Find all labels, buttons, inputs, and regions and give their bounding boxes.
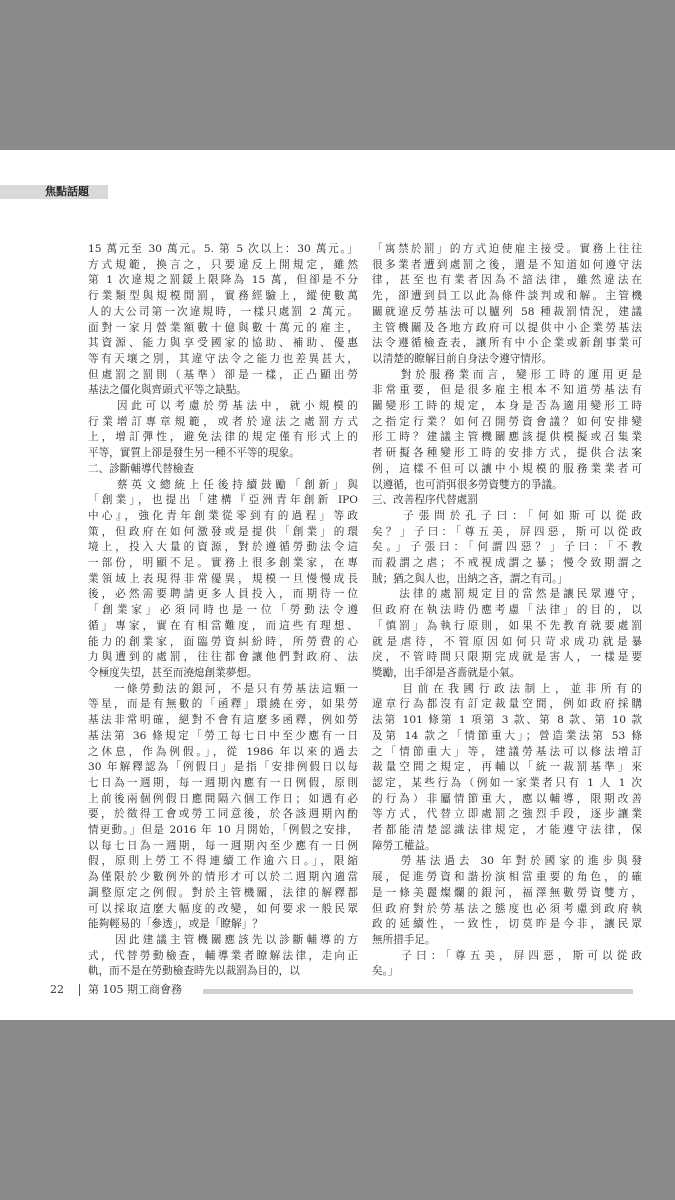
text-line: 方式規範，換言之，只要違反上開規定，雖然 xyxy=(88,258,358,271)
text-line: 而殺謂之虐；不戒視成謂之暴；慢令致期謂之 xyxy=(372,557,642,570)
text-line: 蔡英文總統上任後持續鼓勵「創新」與 xyxy=(88,478,358,491)
text-line: 但政府對於勞基法之態度也必須考慮到政府執 xyxy=(372,902,642,915)
text-line: 第 1 次違規之罰鍰上限降為 15 萬，但卻是不分 xyxy=(88,274,358,287)
text-line: 上，增訂彈性，避免法律的規定僅有形式上的 xyxy=(88,431,358,444)
text-line: 矣。」 xyxy=(372,965,399,978)
text-line: 之指定行業？如何召開勞資會議？如何安排變 xyxy=(372,415,642,428)
text-line: 之「情節重大」等，建議勞基法可以修法增訂 xyxy=(372,745,642,758)
text-line: 基法第 36 條規定「勞工每七日中至少應有一日 xyxy=(88,729,358,742)
footer-bar xyxy=(203,989,633,994)
text-line: 矣？」子曰：「尊五美，屏四惡，斯可以從政 xyxy=(372,525,642,538)
left-column xyxy=(88,242,358,980)
text-line: 裁量空間之規定，再輔以「統一裁罰基準」來 xyxy=(372,761,642,774)
text-line: 形工時？建議主管機關應該提供模擬或召集業 xyxy=(372,431,642,444)
text-line: 以清楚的瞭解目前自身法令遵守情形。 xyxy=(372,352,553,365)
text-line: 無所措手足。 xyxy=(372,933,436,946)
text-line: 人的大公司第一次違規時，一樣只處罰 2 萬元。 xyxy=(88,305,358,318)
text-line: 戾，不管時間只限期完成就是害人，一樣是要 xyxy=(372,651,642,664)
text-line: 等方式，代替立即處罰之強烈手段，逐步讓業 xyxy=(372,808,642,821)
text-line: 認定，某些行為（例如一家業者只有 1 人 1 次 xyxy=(372,776,642,789)
text-line: 七日為一週期，每一週期內應有一日例假，原則 xyxy=(88,776,358,789)
text-line: 關就違反勞基法可以臚列 58 種裁罰情況，建議 xyxy=(372,305,642,318)
text-line: 法第 101 條第 1 項第 3 款、第 8 款、第 10 款 xyxy=(372,714,642,727)
text-line: 30 年解釋認為「例假日」是指「安排例假日以每 xyxy=(88,761,358,774)
text-line: 「創業家」必須同時也是一位「勞動法令遵 xyxy=(88,604,358,617)
text-line: 因此建議主管機關應該先以診斷輔導的方 xyxy=(88,933,358,946)
text-line: 軌，而不是在勞動檢查時先以裁罰為目的，以 xyxy=(88,965,300,978)
text-line: 15 萬元至 30 萬元。5. 第 5 次以上：30 萬元。」 xyxy=(88,243,358,255)
page-number: 22 xyxy=(50,983,64,996)
text-line: 「慎罰」為執行原則，如果不先教育就要處罰 xyxy=(372,619,642,632)
text-line: 令極度失望，甚至而澆熄創業夢想。 xyxy=(88,666,258,679)
text-line: 律，甚至也有業者因為不諳法律，雖然違法在 xyxy=(372,274,642,287)
text-line: 能力的創業家，面臨勞資糾紛時，所勞費的心 xyxy=(88,635,358,648)
text-line: 賊；猶之與人也，出納之吝，謂之有司。」 xyxy=(372,572,568,585)
text-line: 但政府在執法時仍應考慮「法律」的目的，以 xyxy=(372,604,642,617)
text-line: 對於服務業而言，變形工時的運用更是 xyxy=(372,368,642,381)
text-line: 可以採取這麼大幅度的改變，如何要求一般民眾 xyxy=(88,902,358,915)
text-line: 後，必然需要聘請更多人員投入，而期待一位 xyxy=(88,588,358,601)
text-line: 業領域上表現得非常優異，規模一旦慢慢成長 xyxy=(88,572,358,585)
text-line: 以每七日為一週期，每一週期內至少應有一日例 xyxy=(88,839,358,852)
text-line: 主管機關及各地方政府可以提供中小企業勞基法 xyxy=(372,321,642,334)
text-line: 是一條美麗燦爛的銀河，福澤無數勞資雙方， xyxy=(372,886,642,899)
text-line: 中心』，強化青年創業從零到有的過程」等政 xyxy=(88,509,358,522)
text-line: 行業增訂專章規範，或者於違法之處罰方式 xyxy=(88,415,358,428)
text-line: 「寓禁於罰」的方式迫使雇主接受。實務上往往 xyxy=(372,243,642,255)
text-line: 先，卻遭到員工以此為條件談判或和解。主管機 xyxy=(372,290,642,303)
text-line: 之休息，作為例假。」，從 1986 年以來的過去 xyxy=(88,745,358,758)
text-line: 三、改善程序代替處罰 xyxy=(372,494,478,507)
text-line: 勞基法過去 30 年對於國家的進步與發 xyxy=(372,855,642,868)
text-line: 法律的處罰規定目的當然是讓民眾遵守， xyxy=(372,588,642,601)
right-column xyxy=(372,242,642,980)
document-page xyxy=(0,150,675,1020)
text-line: 境上，投入大量的資源，對於遵循勞動法令這 xyxy=(88,541,358,554)
text-line: 及第 14 款之「情節重大」；營造業法第 53 條 xyxy=(372,729,642,742)
text-line: 能夠輕易的「參透」，或是「瞭解」？ xyxy=(88,918,263,931)
text-line: 其資源、能力與享受國家的協助、補助、優惠 xyxy=(88,337,358,350)
text-line: 非常重要，但是很多雇主根本不知道勞基法有 xyxy=(372,384,642,397)
text-line: 違章行為都沒有訂定裁量空間，例如政府採購 xyxy=(372,698,642,711)
text-line: 要，於徵得工會或勞工同意後，於各該週期內酌 xyxy=(88,808,358,821)
issue-label: 第 105 期工商會務 xyxy=(88,983,182,996)
section-title: 焦點話題 xyxy=(45,185,89,198)
text-line: 者研擬各種變形工時的安排方式，提供合法案 xyxy=(372,447,642,460)
text-line: 為僅限於少數例外的情形才可以於二週期內適當 xyxy=(88,871,358,884)
text-line: 目前在我國行政法制上，並非所有的 xyxy=(372,682,642,695)
text-line: 以遵循，也可消弭很多勞資雙方的爭議。 xyxy=(372,478,563,491)
text-line: 很多業者遭到處罰之後，還是不知道如何遵守法 xyxy=(372,258,642,271)
text-line: 關變形工時的規定，本身是否為適用變形工時 xyxy=(372,400,642,413)
text-line: 力與遭到的處罰，往往都會讓他們對政府、法 xyxy=(88,651,358,664)
text-line: 獎勵，出手卻是吝嗇就是小氣。 xyxy=(372,666,521,679)
text-line: 一部份，明顯不足。實務上很多創業家，在專 xyxy=(88,557,358,570)
text-line: 就是虐待，不管原因如何只苛求成功就是暴 xyxy=(372,635,642,648)
text-line: 平等，實質上卻是發生另一種不平等的現象。 xyxy=(88,447,300,460)
text-line: 基法之僵化與齊頭式平等之缺點。 xyxy=(88,384,247,397)
footer-divider xyxy=(79,984,80,996)
text-line: 者都能清楚認識法律規定，才能遵守法律，保 xyxy=(372,824,642,837)
text-line: 「創業」，也提出「建構『亞洲青年創新 IPO xyxy=(88,494,358,507)
text-line: 障勞工權益。 xyxy=(372,839,436,852)
text-line: 例，這樣不但可以讓中小規模的服務業業者可 xyxy=(372,462,642,475)
section-tag xyxy=(0,185,108,199)
text-line: 展，促進勞資和諧扮演相當重要的角色，的確 xyxy=(372,871,642,884)
text-line: 假，原則上勞工不得連續工作逾六日。」，限縮 xyxy=(88,855,358,868)
text-line: 矣。」子張曰：「何謂四惡？」子曰：「不教 xyxy=(372,541,642,554)
text-line: 因此可以考慮於勞基法中，就小規模的 xyxy=(88,400,358,413)
text-line: 策，但政府在如何激發或是提供「創業」的環 xyxy=(88,525,358,538)
text-line: 行業類型與規模閒罰，實務經驗上，縱使數萬 xyxy=(88,290,358,303)
text-line: 但處罰之罰則（基準）卻是一樣，正凸顯出勞 xyxy=(88,368,358,381)
text-line: 二、診斷輔導代替檢查 xyxy=(88,462,194,475)
text-line: 的行為）非屬情節重大，應以輔導，限期改善 xyxy=(372,792,642,805)
text-line: 子張問於孔子曰：「何如斯可以從政 xyxy=(372,509,642,522)
text-line: 基法非常明確，絕對不會有這麼多函釋，例如勞 xyxy=(88,714,358,727)
text-line: 面對一家月營業額數十億與數十萬元的雇主， xyxy=(88,321,358,334)
text-line: 一條勞動法的銀河，不是只有勞基法這顆一 xyxy=(88,682,358,695)
text-line: 等星，而是有無數的「函釋」環繞在旁，如果勞 xyxy=(88,698,358,711)
text-line: 循」專家，實在有相當難度，而這些有理想、 xyxy=(88,619,358,632)
text-line: 情更動。」但是 2016 年 10 月開始，「例假之安排， xyxy=(88,824,358,837)
text-line: 政的延續性，一致性，切莫昨是今非，讓民眾 xyxy=(372,918,642,931)
text-line: 子曰：「尊五美，屏四惡，斯可以從政 xyxy=(372,949,642,962)
text-line: 等有天壤之別，其違守法令之能力也差異甚大， xyxy=(88,352,358,365)
page-footer xyxy=(0,982,675,998)
text-line: 上前後兩個例假日應間隔六個工作日；如遇有必 xyxy=(88,792,358,805)
text-line: 調整原定之例假。對於主管機關，法律的解釋都 xyxy=(88,886,358,899)
text-line: 法令遵循檢查表，讓所有中小企業或新創事業可 xyxy=(372,337,642,350)
text-line: 式，代替勞動檢查，輔導業者瞭解法律，走向正 xyxy=(88,949,358,962)
